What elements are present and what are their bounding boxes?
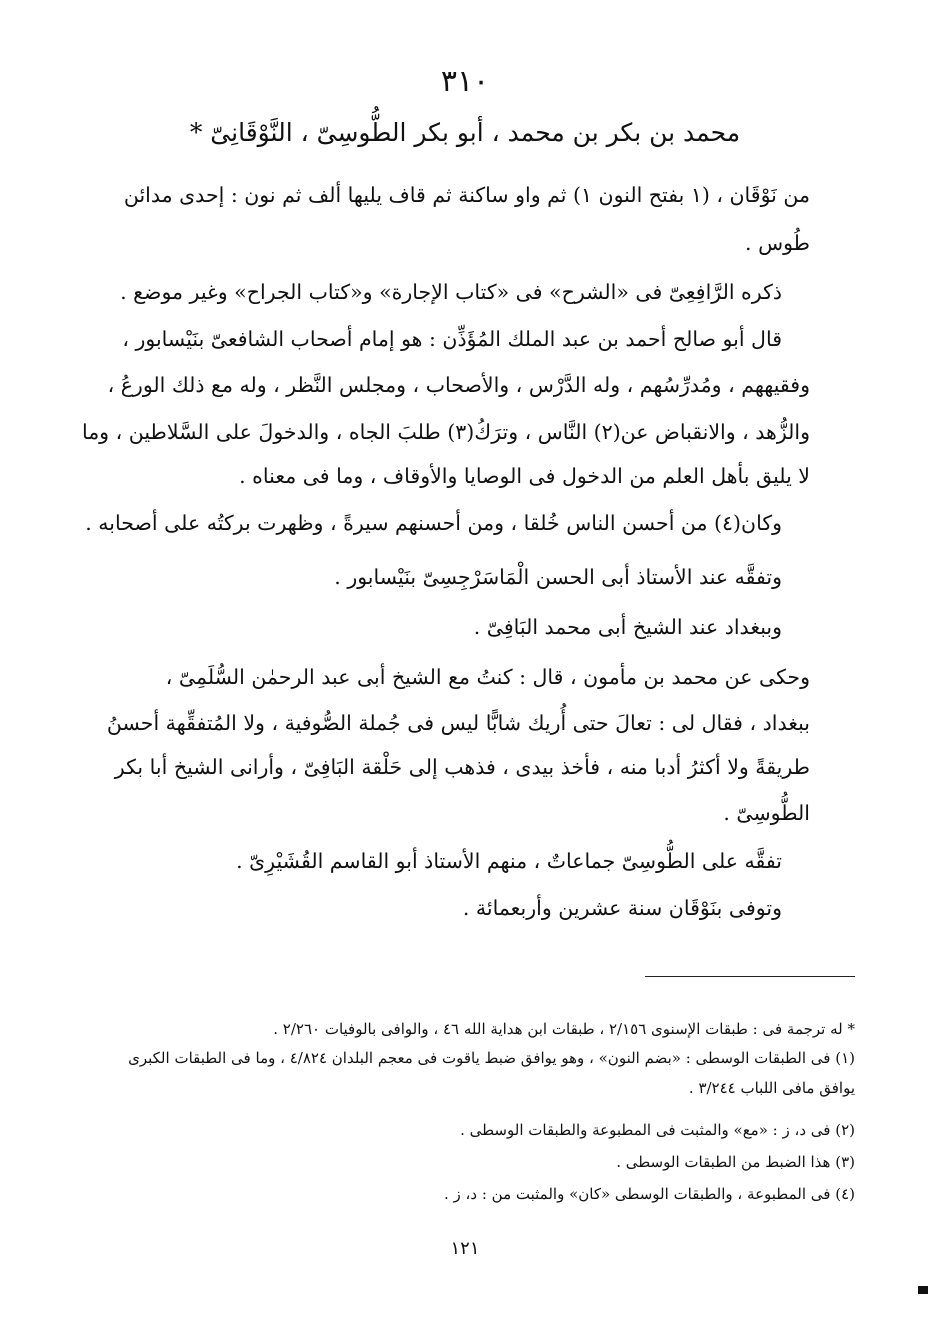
body-line: وتوفى بنَوْقَان سنة عشرين وأربعمائة . <box>462 896 782 920</box>
scan-mark <box>918 1286 928 1294</box>
entry-number: ٣١٠ <box>440 64 490 99</box>
body-line: تفقَّه على الطُّوسِىّ جماعاتٌ ، منهم الأستاذ أبو القاسم القُشَيْرِىّ . <box>236 849 782 873</box>
body-line: وتفقَّه عند الأستاذ أبى الحسن الْمَاسَرْجِسِىّ بنَيْسابور . <box>334 565 782 589</box>
footnote: يوافق مافى اللباب ٣/٢٤٤ . <box>688 1079 855 1097</box>
body-line: طريقةً ولا أكثرُ أدبا منه ، فأخذ بيدى ، فذهب إلى حَلْقة البَافِىّ ، وأرانى الشيخ أبا بكر <box>114 755 810 779</box>
footnote: * له ترجمة فى : طبقات الإسنوى ٢/١٥٦ ، طبقات ابن هداية الله ٤٦ ، والوافى بالوفيات ٢/٢٦٠ . <box>273 1020 855 1038</box>
body-line: الطُّوسِىّ . <box>723 801 810 825</box>
footnote: (٣) هذا الضبط من الطبقات الوسطى . <box>616 1153 855 1171</box>
body-line: ذكره الرَّافِعِىّ فى «الشرح» فى «كتاب الإجارة» و«كتاب الجراح» وغير موضع . <box>120 280 782 304</box>
body-line: وكان(٤) من أحسن الناس خُلقا ، ومن أحسنهم سيرةً ، وظهرت بركتُه على أصحابه . <box>85 511 782 535</box>
body-line: وحكى عن محمد بن مأمون ، قال : كنتُ مع الشيخ أبى عبد الرحمٰن السُّلَمِىّ ، <box>165 665 810 689</box>
body-line: ببغداد ، فقال لى : تعالَ حتى أُريك شابًّا ليس فى جُملة الصُّوفية ، ولا المُتفقِّهة أحسنُ <box>106 711 810 735</box>
body-line: طُوس . <box>745 231 810 255</box>
body-line: قال أبو صالح أحمد بن عبد الملك المُؤَذِّن : هو إمام أصحاب الشافعىّ بنَيْسابور ، <box>122 327 782 351</box>
body-line: والزُّهد ، والانقباض عن(٢) النَّاس ، وترَكُ(٣) طلبَ الجاه ، والدخولَ على السَّلاطين ، وما <box>81 420 810 444</box>
page-number: ١٢١ <box>450 1238 480 1259</box>
body-line: من نَوْقَان ، (١ بفتح النون ١) ثم واو ساكنة ثم قاف يليها ألف ثم نون : إحدى مدائن <box>123 183 810 207</box>
footnote: (١) فى الطبقات الوسطى : «بضم النون» ، وهو يوافق ضبط ياقوت فى معجم البلدان ٤/٨٢٤ ، وما فى الطبقات الكبرى <box>128 1049 855 1067</box>
body-line: وفقيههم ، ومُدرِّسُهم ، وله الدَّرْس ، والأصحاب ، ومجلس النَّظر ، وله مع ذلك الورعُ ، <box>107 373 810 397</box>
body-line: لا يليق بأهل العلم من الدخول فى الوصايا والأوقاف ، وما فى معناه . <box>239 464 810 488</box>
footnote: (٢) فى د، ز : «مع» والمثبت فى المطبوعة والطبقات الوسطى . <box>460 1121 855 1139</box>
body-line: وببغداد عند الشيخ أبى محمد البَافِىّ . <box>473 615 782 639</box>
footnote: (٤) فى المطبوعة ، والطبقات الوسطى «كان» والمثبت من : د، ز . <box>444 1185 855 1203</box>
footnote-separator <box>645 976 855 977</box>
entry-title: محمد بن بكر بن محمد ، أبو بكر الطُّوسِىّ ، النَّوْقَانِىّ * <box>189 118 741 147</box>
